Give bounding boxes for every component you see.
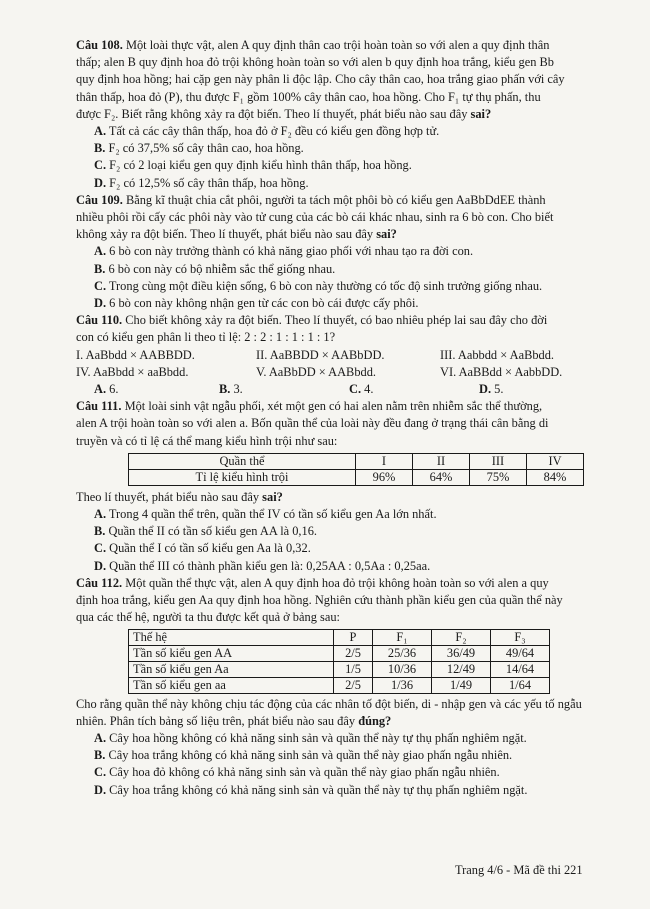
question-111: Câu 111. Một loài sinh vật ngẫu phối, xét một gen có hai alen nằm trên nhiễm sắc thể thường, alen A trội hoàn toàn so với alen a. Bốn quần thể của loài này đều đang ở trạng thái cân bằng di truyền và có tỉ lệ cá thể mang kiểu hình trội như sau: Quần thể I II III IV Tỉ lệ kiểu hình trội 96% 64% 75% 84% Theo lí thuyết, phát biểu nào sau đây sai? A. Trong 4 quần thể trên, quần thể IV có tần số kiểu gen Aa lớn nhất. B. Quần thể II có tần số kiểu gen AA là 0,16. C. Quần thể I có tần số kiểu gen Aa là 0,32. D. Quần thể III có thành phần kiểu gen là: 0,25AA : 0,5Aa : 0,25aa.	[76, 398, 614, 575]
table-cell: Tần số kiểu gen AA	[129, 645, 334, 661]
table-cell: 84%	[527, 469, 584, 485]
cross-item: V. AaBbDD × AABbdd.	[256, 364, 377, 379]
answer-b: B. 3.	[219, 382, 243, 397]
option-d: D. Quần thể III có thành phần kiểu gen là: 0,25AA : 0,5Aa : 0,25aa.	[94, 558, 431, 573]
table-cell: I	[356, 453, 413, 469]
table-cell: 12/49	[432, 661, 491, 677]
option-b: B. Cây hoa trắng không có khả năng sinh sản và quần thể này giao phấn ngẫu nhiên.	[94, 748, 513, 763]
cross-item: II. AaBBDD × AABbDD.	[256, 347, 385, 362]
table-cell: F₃	[491, 629, 550, 645]
cross-item: VI. AaBBdd × AabbDD.	[440, 364, 563, 379]
question-109: Câu 109. Bằng kĩ thuật chia cắt phôi, người ta tách một phôi bò có kiểu gen AaBbDdEE thành nhiều phôi rồi cấy các phôi này vào tử cung của các bò cái khác nhau, sinh ra 6 bò con. Cho biết không xảy ra đột biến. Theo lí thuyết, phát biểu nào sau đây sai? A. 6 bò con này trưởng thành có khả năng giao phối với nhau tạo ra đời con. B. 6 bò con này có bộ nhiễm sắc thể giống nhau. C. Trong cùng một điều kiện sống, 6 bò con này thường có tốc độ sinh trưởng giống nhau. D. 6 bò con này không nhận gen từ các con bò cái được cấy phôi.	[76, 192, 614, 312]
option-d: D. 6 bò con này không nhận gen từ các con bò cái được cấy phôi.	[94, 296, 419, 311]
table-cell: Thế hệ	[129, 629, 334, 645]
answer-d: D. 5.	[479, 382, 504, 397]
question-110: Câu 110. Cho biết không xảy ra đột biến. Theo lí thuyết, có bao nhiêu phép lai sau đây cho đời con có kiểu gen phân li theo tỉ lệ: 2 : 2 : 1 : 1 : 1 : 1? I. AaBbdd × AABBDD. II. AaBBDD × AABbDD. III. Aabbdd × AaBbdd. IV. AaBbdd × aaBbdd. V. AaBbDD × AABbdd. VI. AaBBdd × AabbDD. A. 6. B. 3. C. 4. D. 5.	[76, 312, 614, 398]
table-cell: 1/36	[373, 677, 432, 693]
question-number: Câu 108.	[76, 38, 123, 52]
option-c: C. Trong cùng một điều kiện sống, 6 bò con này thường có tốc độ sinh trưởng giống nhau.	[94, 278, 543, 293]
option-a: A. Trong 4 quần thể trên, quần thể IV có tần số kiểu gen Aa lớn nhất.	[94, 507, 437, 522]
option-b: B. Quần thể II có tần số kiểu gen AA là 0,16.	[94, 524, 318, 539]
table-row	[129, 469, 584, 485]
table-cell: 1/64	[491, 677, 550, 693]
option-c: C. F₂ có 2 loại kiểu gen quy định kiểu hình thân thấp, hoa hồng.	[94, 158, 412, 173]
question-number: Câu 110.	[76, 313, 123, 328]
table-cell: 25/36	[373, 645, 432, 661]
option-a: A. Cây hoa hồng không có khả năng sinh sản và quần thể này tự thụ phấn nghiêm ngặt.	[94, 730, 527, 745]
question-112: Câu 112. Một quần thể thực vật, alen A quy định hoa đỏ trội không hoàn toàn so với alen a quy định hoa trắng, kiểu gen Aa quy định hoa hồng. Nghiên cứu thành phần kiểu gen của quần thể này qua các thế hệ, người ta thu được kết quả ở bảng sau: Thế hệ P F₁ F₂ F₃ Tần số kiểu gen AA 2/5 25/36 36/49 49/64 Tần số kiểu gen Aa 1/5 10/36 12/49 14/64 Tần số kiểu gen aa 2/5 1/36 1/49 1/64 Cho rằng quần thể này không chịu tác động của các nhân tố đột biến, di - nhập gen và các yếu tố ngẫu nhiên. Phân tích bảng số liệu trên, phát biểu nào sau đây đúng? A. Cây hoa hồng không có khả năng sinh sản và quần thể này tự thụ phấn nghiêm ngặt. B. Cây hoa trắng không có khả năng sinh sản và quần thể này giao phấn ngẫu nhiên. C. Cây hoa đỏ không có khả năng sinh sản và quần thể này giao phấn ngẫu nhiên. D. Cây hoa trắng không có khả năng sinh sản và quần thể này tự thụ phấn nghiêm ngặt.	[76, 575, 614, 799]
cross-row	[76, 347, 614, 364]
cross-row	[76, 364, 614, 381]
table-cell: 2/5	[334, 645, 373, 661]
table-cell: III	[470, 453, 527, 469]
option-d: D. Cây hoa trắng không có khả năng sinh sản và quần thể này tự thụ phấn nghiêm ngặt.	[94, 782, 528, 797]
cross-item: I. AaBbdd × AABBDD.	[76, 347, 195, 362]
exam-content	[76, 37, 614, 799]
answer-row	[94, 381, 614, 398]
table-cell: 1/5	[334, 661, 373, 677]
option-c: C. Cây hoa đỏ không có khả năng sinh sản và quần thể này giao phấn ngẫu nhiên.	[94, 765, 500, 780]
question-number: Câu 111.	[76, 399, 122, 414]
generation-table	[128, 629, 550, 694]
table-cell: Tỉ lệ kiểu hình trội	[129, 469, 356, 485]
table-cell: 96%	[356, 469, 413, 485]
table-cell: 10/36	[373, 661, 432, 677]
table-row	[129, 645, 550, 661]
answer-a: A. 6.	[94, 382, 119, 397]
population-table	[128, 453, 584, 486]
table-cell: F₁	[373, 629, 432, 645]
option-a: A. Tất cả các cây thân thấp, hoa đỏ ở F₂ đều có kiểu gen đồng hợp tử.	[94, 124, 440, 139]
table-cell: 75%	[470, 469, 527, 485]
table-cell: 14/64	[491, 661, 550, 677]
table-cell: II	[413, 453, 470, 469]
question-number: Câu 109.	[76, 192, 123, 207]
table-row	[129, 677, 550, 693]
table-cell: Tần số kiểu gen aa	[129, 677, 334, 693]
option-c: C. Quần thể I có tần số kiểu gen Aa là 0,32.	[94, 541, 311, 556]
cross-item: III. Aabbdd × AaBbdd.	[440, 347, 555, 362]
table-cell: 1/49	[432, 677, 491, 693]
cross-item: IV. AaBbdd × aaBbdd.	[76, 364, 189, 379]
option-b: B. 6 bò con này có bộ nhiễm sắc thể giống nhau.	[94, 261, 336, 276]
table-header-row	[129, 453, 584, 469]
table-row	[129, 661, 550, 677]
table-cell: Tần số kiểu gen Aa	[129, 661, 334, 677]
page-footer: Trang 4/6 - Mã đề thi 221	[455, 863, 583, 877]
table-cell: 64%	[413, 469, 470, 485]
table-cell: IV	[527, 453, 584, 469]
question-108: Câu 108. Một loài thực vật, alen A quy định thân cao trội hoàn toàn so với alen a quy định thân thấp; alen B quy định hoa đỏ trội không hoàn toàn so với alen b quy định hoa trắng, kiểu gen Bb quy định hoa hồng; hai cặp gen này phân li độc lập. Cho cây thân cao, hoa trắng giao phấn với cây thân thấp, hoa đỏ (P), thu được F₁ gồm 100% cây thân cao, hoa hồng. Cho F₁ tự thụ phấn, thu được F₂. Biết rằng không xảy ra đột biến. Theo lí thuyết, phát biểu nào sau đây sai? A. Tất cả các cây thân thấp, hoa đỏ ở F₂ đều có kiểu gen đồng hợp tử. B. F₂ có 37,5% số cây thân cao, hoa hồng. C. F₂ có 2 loại kiểu gen quy định kiểu hình thân thấp, hoa hồng. D. F₂ có 12,5% số cây thân thấp, hoa hồng.	[76, 37, 614, 192]
question-number: Câu 112.	[76, 575, 123, 590]
option-b: B. F₂ có 37,5% số cây thân cao, hoa hồng.	[94, 141, 304, 156]
table-header-row	[129, 629, 550, 645]
table-cell: 36/49	[432, 645, 491, 661]
table-cell: Quần thể	[129, 453, 356, 469]
option-d: D. F₂ có 12,5% số cây thân thấp, hoa hồng.	[94, 175, 309, 190]
table-cell: P	[334, 629, 373, 645]
answer-c: C. 4.	[349, 382, 374, 397]
table-cell: 2/5	[334, 677, 373, 693]
option-a: A. 6 bò con này trưởng thành có khả năng giao phối với nhau tạo ra đời con.	[94, 244, 474, 259]
table-cell: F₂	[432, 629, 491, 645]
table-cell: 49/64	[491, 645, 550, 661]
